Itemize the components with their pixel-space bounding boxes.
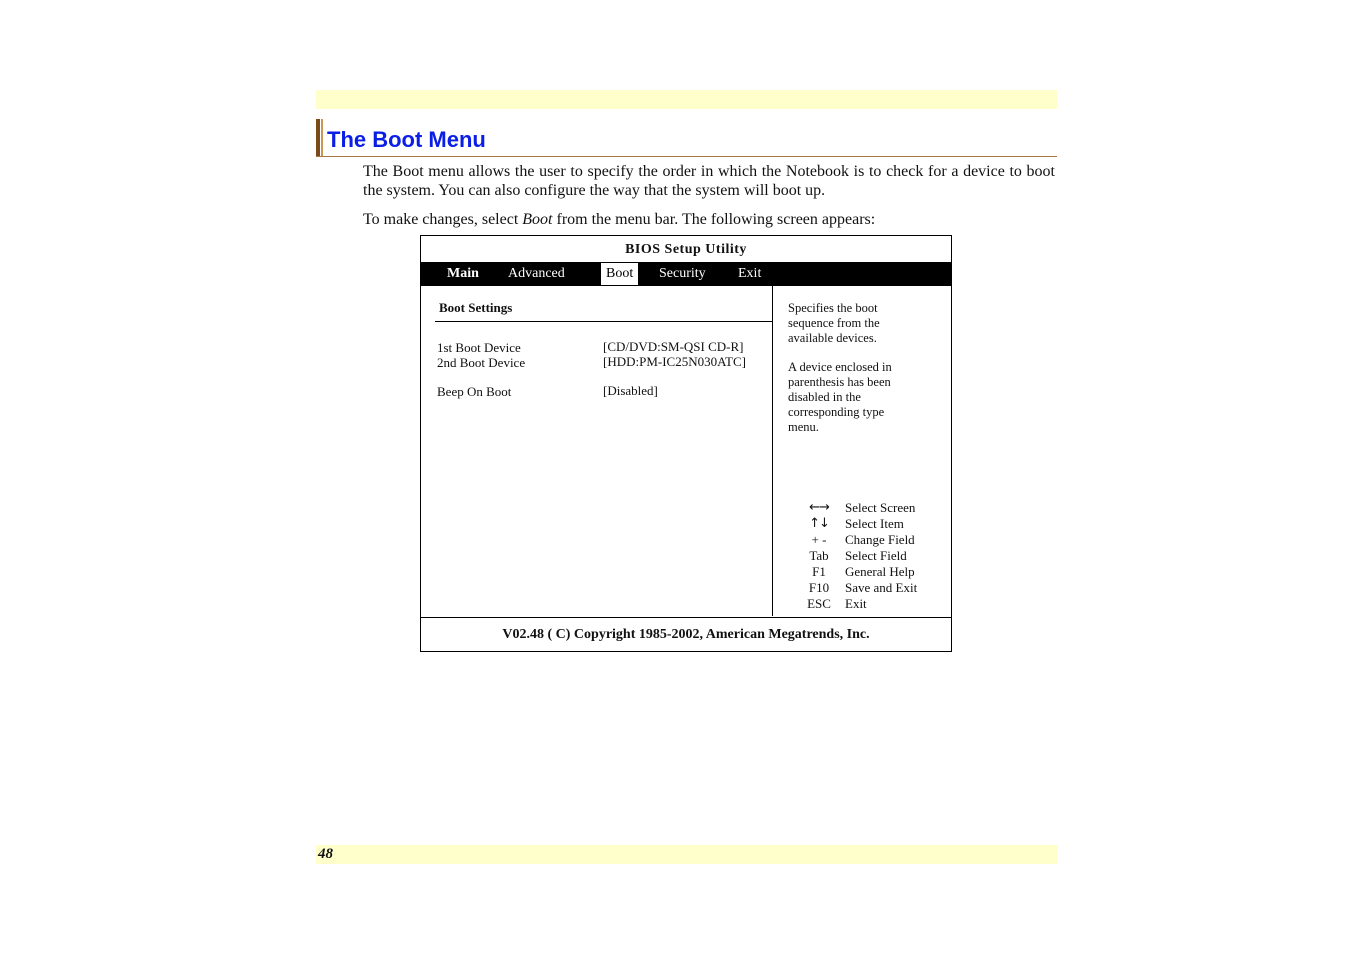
boot-emphasis: Boot	[522, 211, 553, 228]
setting-value-2nd-boot[interactable]: [HDD:PM-IC25N030ATC]	[603, 354, 746, 369]
setting-label-2nd-boot: 2nd Boot Device	[437, 355, 526, 370]
menu-exit[interactable]: Exit	[738, 266, 762, 281]
title-accent-bar	[316, 119, 320, 157]
help-line: disabled in the	[788, 390, 861, 404]
key-description: Select Screen	[845, 500, 916, 515]
page-number: 48	[318, 846, 333, 862]
setting-value-1st-boot[interactable]: [CD/DVD:SM-QSI CD-R]	[603, 339, 744, 354]
footer-band	[316, 845, 1057, 864]
bios-screen	[420, 235, 952, 652]
bios-menu-bar	[421, 262, 951, 286]
settings-pane	[421, 286, 773, 616]
header-band	[316, 90, 1057, 109]
copyright-footer: V02.48 ( C) Copyright 1985-2002, American Megatrends, Inc.	[502, 627, 870, 642]
bios-title: BIOS Setup Utility	[625, 242, 747, 257]
key-plus-minus: + -	[811, 532, 827, 547]
help-line: A device enclosed in	[788, 360, 892, 374]
key-description: Exit	[845, 596, 867, 611]
key-esc: ESC	[807, 596, 831, 611]
key-f10: F10	[808, 580, 830, 595]
menu-main[interactable]: Main	[447, 266, 479, 281]
key-f1: F1	[812, 564, 826, 579]
help-line: sequence from the	[788, 316, 880, 330]
help-line: parenthesis has been	[788, 375, 891, 389]
title-underline	[316, 156, 1057, 157]
setting-label-1st-boot: 1st Boot Device	[437, 340, 521, 355]
help-line: corresponding type	[788, 405, 885, 419]
help-line: menu.	[788, 420, 819, 434]
menu-security[interactable]: Security	[659, 266, 706, 281]
setting-value-beep[interactable]: [Disabled]	[603, 383, 658, 398]
key-description: Save and Exit	[845, 580, 918, 595]
page-title: The Boot Menu	[327, 127, 486, 152]
title-accent-bar-light	[321, 119, 323, 157]
up-down-arrows-icon: ↑↓	[809, 516, 829, 531]
section-heading: Boot Settings	[439, 300, 513, 315]
key-description: Change Field	[845, 532, 915, 547]
section-divider	[435, 321, 772, 322]
help-line: Specifies the boot	[788, 301, 878, 315]
left-right-arrows-icon: ←→	[809, 500, 829, 515]
help-line: available devices.	[788, 331, 877, 345]
menu-boot[interactable]: Boot	[601, 263, 638, 285]
key-description: Select Field	[845, 548, 907, 563]
menu-advanced[interactable]: Advanced	[508, 266, 565, 281]
intro-paragraph: The Boot menu allows the user to specify the order in which the Notebook is to check for a device to boot the system. You can also configure the way that the system will boot up.	[363, 163, 1055, 199]
key-description: General Help	[845, 564, 915, 579]
instruction-paragraph: To make changes, select Boot from the menu bar. The following screen appears:	[363, 211, 876, 228]
key-description: Select Item	[845, 516, 904, 531]
setting-label-beep: Beep On Boot	[437, 384, 512, 399]
key-tab: Tab	[809, 548, 829, 563]
